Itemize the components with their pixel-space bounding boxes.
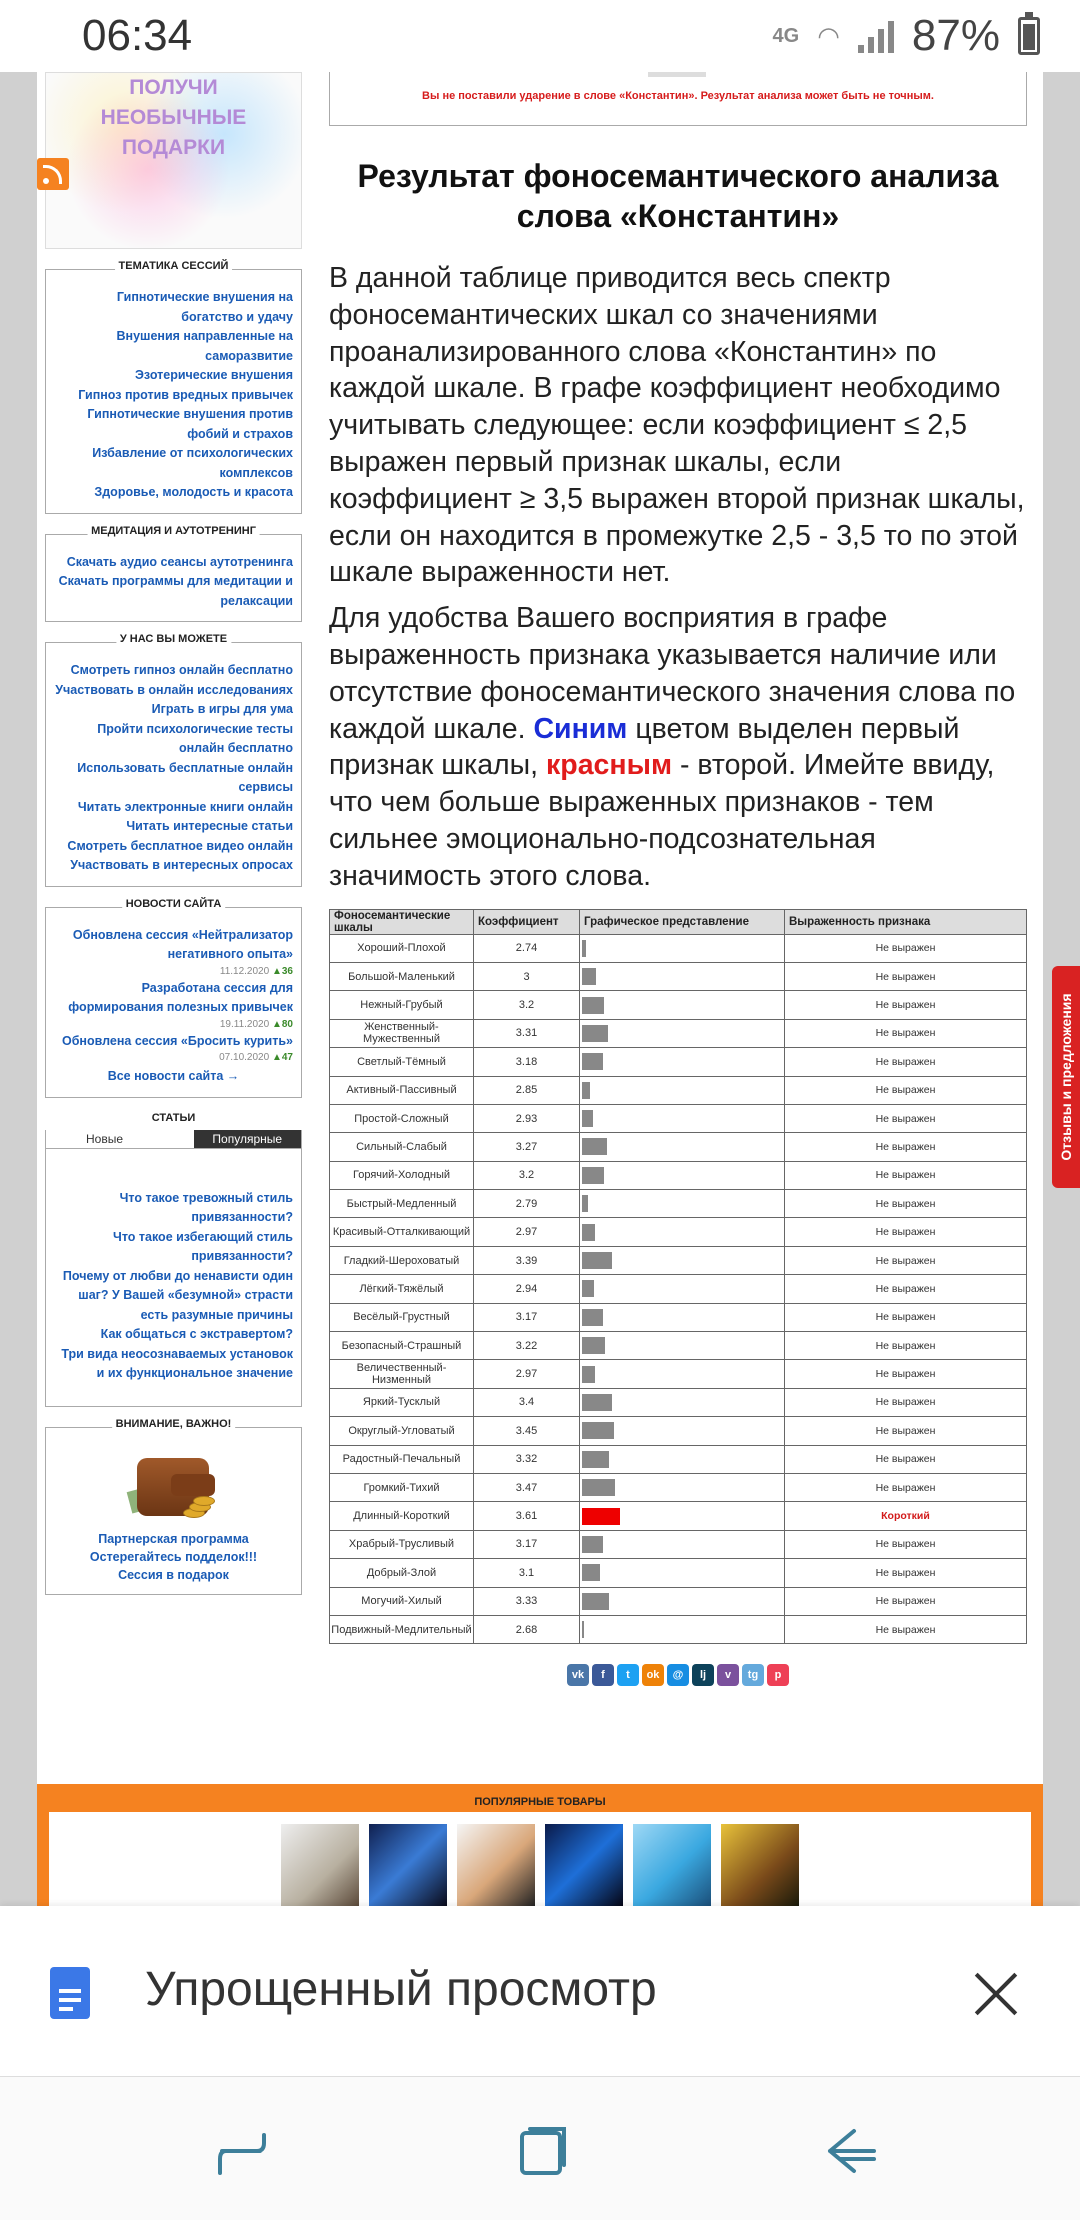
service-link[interactable]: Пройти психологические тесты онлайн бесплатно bbox=[97, 721, 293, 755]
close-icon[interactable] bbox=[970, 1968, 1020, 2018]
table-row bbox=[330, 1587, 1027, 1615]
expression-cell: Не выражен bbox=[785, 1303, 1027, 1331]
scale-cell: Сильный-Слабый bbox=[330, 1133, 474, 1161]
articles-title: СТАТЬИ bbox=[151, 1111, 196, 1124]
coef-cell: 3.2 bbox=[474, 991, 580, 1019]
col-expr: Выраженность признака bbox=[785, 909, 1027, 934]
legend-blue: Синим bbox=[533, 712, 628, 745]
service-link[interactable]: Играть в игры для ума bbox=[151, 702, 293, 716]
scale-cell: Добрый-Злой bbox=[330, 1559, 474, 1587]
back-icon[interactable] bbox=[820, 2121, 880, 2181]
table-row bbox=[330, 1388, 1027, 1416]
service-link[interactable]: Читать интересные статьи bbox=[126, 819, 293, 833]
coef-cell: 3.39 bbox=[474, 1246, 580, 1274]
graph-cell bbox=[580, 1161, 785, 1189]
service-link[interactable]: Смотреть бесплатное видео онлайн bbox=[67, 838, 293, 853]
attention-link[interactable]: Партнерская программа bbox=[98, 1531, 249, 1546]
table-row bbox=[330, 1048, 1027, 1076]
document-icon bbox=[50, 1967, 90, 2019]
scale-cell: Хороший-Плохой bbox=[330, 934, 474, 962]
news-meta bbox=[54, 1051, 293, 1065]
coef-cell: 2.74 bbox=[474, 934, 580, 962]
graph-cell bbox=[580, 1076, 785, 1104]
popular-products bbox=[37, 1784, 1043, 1906]
table-row bbox=[330, 962, 1027, 990]
graph-cell bbox=[580, 1332, 785, 1360]
results-table bbox=[329, 909, 1027, 1645]
coef-cell: 3.17 bbox=[474, 1303, 580, 1331]
graph-cell bbox=[580, 1246, 785, 1274]
graph-cell bbox=[580, 1019, 785, 1047]
signal-icon bbox=[858, 19, 894, 53]
product-item[interactable] bbox=[281, 1824, 359, 1906]
news-count: ▲36 bbox=[271, 965, 293, 977]
rss-icon[interactable] bbox=[37, 158, 69, 190]
table-row bbox=[330, 1019, 1027, 1047]
coef-cell: 3.32 bbox=[474, 1445, 580, 1473]
coef-bar bbox=[582, 1110, 593, 1127]
viber-icon[interactable]: v bbox=[717, 1664, 739, 1686]
scale-cell: Громкий-Тихий bbox=[330, 1473, 474, 1501]
intro-paragraph: В данной таблице приводится весь спектр фоносемантических шкал со значениями проанализированного слова «Константин» по каждой шкале. В графе коэффициент необходимо учитывать следующее: если коэффициент ≤ 2,5 выражен первый признак шкалы, если коэффициент ≥ 3,5 выражен второй признак шкалы, если он находится в промежутке 2,5 - 3,5 то по этой шкале выраженности нет. bbox=[329, 262, 1025, 589]
expression-cell: Не выражен bbox=[785, 1530, 1027, 1558]
sessions-title: ТЕМАТИКА СЕССИЙ bbox=[115, 260, 233, 272]
livejournal-icon[interactable]: lj bbox=[692, 1664, 714, 1686]
facebook-icon[interactable]: f bbox=[592, 1664, 614, 1686]
coef-bar bbox=[582, 1593, 609, 1610]
article-link[interactable]: Три вида неосознаваемых установок и их функциональное значение bbox=[61, 1346, 293, 1380]
service-link[interactable]: Участвовать в интересных опросах bbox=[70, 858, 293, 872]
simplified-view-prompt[interactable] bbox=[0, 1906, 1080, 2076]
coef-cell: 3.33 bbox=[474, 1587, 580, 1615]
graph-cell bbox=[580, 1388, 785, 1416]
table-row bbox=[330, 1502, 1027, 1530]
coef-cell: 3.18 bbox=[474, 1048, 580, 1076]
expression-cell: Не выражен bbox=[785, 1473, 1027, 1501]
col-coef: Коэффициент bbox=[474, 909, 580, 934]
feedback-tab[interactable] bbox=[1052, 966, 1080, 1188]
meditation-title: МЕДИТАЦИЯ И АУТОТРЕНИНГ bbox=[87, 525, 260, 537]
graph-cell bbox=[580, 1360, 785, 1388]
status-bar bbox=[0, 0, 1080, 72]
table-row bbox=[330, 1218, 1027, 1246]
coef-cell: 3.4 bbox=[474, 1388, 580, 1416]
coef-bar bbox=[582, 1252, 612, 1269]
scale-cell: Округлый-Угловатый bbox=[330, 1417, 474, 1445]
warning-text: Вы не поставили ударение в слове «Константин». Результат анализа может быть не точным. bbox=[422, 90, 934, 102]
coef-bar bbox=[582, 1337, 605, 1354]
mailru-icon[interactable]: @ bbox=[667, 1664, 689, 1686]
scale-cell: Яркий-Тусклый bbox=[330, 1388, 474, 1416]
table-row bbox=[330, 1417, 1027, 1445]
expression-cell: Не выражен bbox=[785, 1104, 1027, 1132]
scale-cell: Горячий-Холодный bbox=[330, 1161, 474, 1189]
status-time: 06:34 bbox=[82, 11, 193, 60]
attention-link[interactable]: Остерегайтесь подделок!!! bbox=[89, 1549, 258, 1564]
battery-icon bbox=[1018, 17, 1040, 55]
expression-cell: Не выражен bbox=[785, 1048, 1027, 1076]
main-content bbox=[329, 72, 1027, 1686]
coef-bar bbox=[582, 1621, 584, 1638]
page-title: Результат фоносемантического анализа слова «Константин» bbox=[357, 158, 999, 234]
promo-banner[interactable] bbox=[45, 72, 302, 249]
meditation-link[interactable]: Скачать аудио сеансы аутотренинга bbox=[66, 554, 293, 569]
coef-cell: 3.17 bbox=[474, 1530, 580, 1558]
coef-bar bbox=[582, 1366, 595, 1383]
odnoklassniki-icon[interactable]: ok bbox=[642, 1664, 664, 1686]
scale-cell: Радостный-Печальный bbox=[330, 1445, 474, 1473]
expression-cell: Не выражен bbox=[785, 1246, 1027, 1274]
news-date: 07.10.2020 bbox=[219, 1052, 270, 1063]
news-date: 11.12.2020 bbox=[219, 965, 270, 977]
coef-bar bbox=[582, 1536, 603, 1553]
coef-cell: 2.97 bbox=[474, 1218, 580, 1246]
scale-cell: Нежный-Грубый bbox=[330, 991, 474, 1019]
product-item[interactable] bbox=[545, 1824, 623, 1906]
article-link[interactable]: Как общаться с экстравертом? bbox=[100, 1327, 293, 1341]
expression-cell: Не выражен bbox=[785, 962, 1027, 990]
coef-bar bbox=[582, 1422, 614, 1439]
home-icon[interactable] bbox=[514, 2121, 574, 2181]
graph-cell bbox=[580, 1303, 785, 1331]
table-header bbox=[330, 909, 1027, 934]
battery-percent: 87% bbox=[911, 11, 1000, 60]
news-title: НОВОСТИ САЙТА bbox=[122, 898, 226, 910]
coef-cell: 3.45 bbox=[474, 1417, 580, 1445]
table-row bbox=[330, 1275, 1027, 1303]
promo-line: ПОДАРКИ bbox=[121, 136, 226, 159]
scale-cell: Величественный-Низменный bbox=[330, 1360, 474, 1388]
coef-cell: 3.47 bbox=[474, 1473, 580, 1501]
service-link[interactable]: Участвовать в онлайн исследованиях bbox=[55, 682, 293, 697]
scale-cell: Гладкий-Шероховатый bbox=[330, 1246, 474, 1274]
service-link[interactable]: Смотреть гипноз онлайн бесплатно bbox=[70, 663, 293, 677]
all-news-link[interactable]: Все новости сайта → bbox=[107, 1069, 240, 1083]
sidebar bbox=[45, 72, 302, 1595]
news-date: 19.11.2020 bbox=[219, 1018, 270, 1030]
expression-cell: Не выражен bbox=[785, 1332, 1027, 1360]
expression-cell: Не выражен bbox=[785, 991, 1027, 1019]
coef-cell: 2.97 bbox=[474, 1360, 580, 1388]
expression-cell: Не выражен bbox=[785, 1615, 1027, 1643]
scale-cell: Подвижный-Медлительный bbox=[330, 1615, 474, 1643]
graph-cell bbox=[580, 1445, 785, 1473]
legend-text-c: - второй. Имейте ввиду, что чем больше выраженных признаков - тем сильнее эмоционально-подсознательная значимость этого слова. bbox=[329, 749, 995, 892]
table-row bbox=[330, 1530, 1027, 1558]
sessions-link[interactable]: Гипнотические внушения против фобий и страхов bbox=[87, 407, 293, 441]
expression-cell: Не выражен bbox=[785, 1133, 1027, 1161]
attention-box bbox=[45, 1417, 302, 1595]
feedback-label: Отзывы и предложения bbox=[1058, 993, 1074, 1161]
product-item[interactable] bbox=[721, 1824, 799, 1906]
legend-red: красным bbox=[546, 749, 673, 782]
web-page[interactable] bbox=[37, 72, 1043, 1906]
coef-bar bbox=[582, 1280, 594, 1297]
expression-cell: Не выражен bbox=[785, 934, 1027, 962]
network-type: 4G bbox=[772, 25, 800, 47]
can-title: У НАС ВЫ МОЖЕТЕ bbox=[116, 633, 231, 645]
graph-cell bbox=[580, 1133, 785, 1161]
coef-bar bbox=[582, 1564, 600, 1581]
promo-line: ПОЛУЧИ bbox=[129, 76, 218, 99]
graph-cell bbox=[580, 1275, 785, 1303]
scale-cell: Светлый-Тёмный bbox=[330, 1048, 474, 1076]
scale-cell: Храбрый-Трусливый bbox=[330, 1530, 474, 1558]
warning-box bbox=[329, 72, 1027, 126]
sessions-link[interactable]: Избавление от психологических комплексов bbox=[92, 446, 293, 480]
expression-cell: Не выражен bbox=[785, 1360, 1027, 1388]
article-link[interactable]: Почему от любви до ненависти один шаг? У Вашей «безумной» страсти есть разумные причины bbox=[62, 1268, 293, 1322]
product-item[interactable] bbox=[633, 1824, 711, 1906]
table-row bbox=[330, 1076, 1027, 1104]
sessions-link[interactable]: Эзотерические внушения bbox=[135, 368, 293, 382]
twitter-icon[interactable]: t bbox=[617, 1664, 639, 1686]
table-row bbox=[330, 1360, 1027, 1388]
col-graph: Графическое представление bbox=[580, 909, 785, 934]
warning-scrollbar bbox=[648, 72, 706, 77]
expression-cell: Не выражен bbox=[785, 1559, 1027, 1587]
coef-bar bbox=[582, 1025, 608, 1042]
table-row bbox=[330, 934, 1027, 962]
expression-cell: Не выражен bbox=[785, 1445, 1027, 1473]
coef-bar bbox=[582, 1394, 612, 1411]
coef-bar bbox=[582, 1195, 588, 1212]
articles-tabs bbox=[46, 1130, 301, 1148]
article-link[interactable]: Что такое тревожный стиль привязанности? bbox=[119, 1190, 293, 1224]
graph-cell bbox=[580, 1190, 785, 1218]
coef-cell: 3.31 bbox=[474, 1019, 580, 1047]
coef-bar bbox=[582, 1138, 607, 1155]
simplified-view-label[interactable]: Упрощенный просмотр bbox=[145, 1963, 657, 2016]
graph-cell bbox=[580, 1502, 785, 1530]
coef-cell: 2.94 bbox=[474, 1275, 580, 1303]
scale-cell: Активный-Пассивный bbox=[330, 1076, 474, 1104]
expression-cell: Не выражен bbox=[785, 1190, 1027, 1218]
expression-cell: Не выражен bbox=[785, 1076, 1027, 1104]
news-count: ▲47 bbox=[271, 1052, 293, 1063]
graph-cell bbox=[580, 1530, 785, 1558]
service-link[interactable]: Использовать бесплатные онлайн сервисы bbox=[77, 760, 293, 794]
coef-cell: 2.85 bbox=[474, 1076, 580, 1104]
graph-cell bbox=[580, 1587, 785, 1615]
share-buttons bbox=[329, 1664, 1027, 1686]
news-box bbox=[45, 897, 302, 1098]
products-title: ПОПУЛЯРНЫЕ ТОВАРЫ bbox=[474, 1796, 606, 1808]
coef-cell: 2.79 bbox=[474, 1190, 580, 1218]
news-count: ▲80 bbox=[271, 1018, 293, 1030]
coef-bar bbox=[582, 1167, 604, 1184]
coef-cell: 3.27 bbox=[474, 1133, 580, 1161]
news-link[interactable]: Обновлена сессия «Нейтрализатор негативного опыта» bbox=[72, 927, 293, 961]
table-row bbox=[330, 1615, 1027, 1643]
scale-cell: Большой-Маленький bbox=[330, 962, 474, 990]
sessions-box bbox=[45, 260, 302, 514]
product-item[interactable] bbox=[457, 1824, 535, 1906]
graph-cell bbox=[580, 1218, 785, 1246]
graph-cell bbox=[580, 1615, 785, 1643]
wifi-icon: ◠ bbox=[817, 20, 840, 51]
table-row bbox=[330, 1559, 1027, 1587]
sessions-link[interactable]: Гипноз против вредных привычек bbox=[78, 387, 293, 402]
coef-bar bbox=[582, 1053, 603, 1070]
col-scale: Фоносемантические шкалы bbox=[330, 909, 474, 934]
expression-cell: Не выражен bbox=[785, 1019, 1027, 1047]
expression-cell: Короткий bbox=[785, 1502, 1027, 1530]
news-link[interactable]: Обновлена сессия «Бросить курить» bbox=[61, 1033, 293, 1048]
graph-cell bbox=[580, 1473, 785, 1501]
coef-cell: 3.22 bbox=[474, 1332, 580, 1360]
coef-bar bbox=[582, 1451, 609, 1468]
news-meta bbox=[54, 1018, 293, 1032]
scale-cell: Лёгкий-Тяжёлый bbox=[330, 1275, 474, 1303]
table-row bbox=[330, 991, 1027, 1019]
expression-cell: Не выражен bbox=[785, 1388, 1027, 1416]
coef-cell: 3.61 bbox=[474, 1502, 580, 1530]
coef-bar bbox=[582, 1479, 615, 1496]
scale-cell: Длинный-Короткий bbox=[330, 1502, 474, 1530]
articles-box bbox=[45, 1130, 302, 1407]
product-item[interactable] bbox=[369, 1824, 447, 1906]
graph-cell bbox=[580, 1559, 785, 1587]
graph-cell bbox=[580, 991, 785, 1019]
table-row bbox=[330, 1246, 1027, 1274]
table-row bbox=[330, 1133, 1027, 1161]
sessions-link[interactable]: Гипнотические внушения на богатство и удачу bbox=[116, 290, 293, 324]
graph-cell bbox=[580, 1417, 785, 1445]
article-link[interactable]: Что такое избегающий стиль привязанности? bbox=[113, 1229, 293, 1263]
graph-cell bbox=[580, 1104, 785, 1132]
can-box bbox=[45, 633, 302, 887]
vk-icon[interactable]: vk bbox=[567, 1664, 589, 1686]
news-link[interactable]: Разработана сессия для формирования полезных привычек bbox=[68, 980, 293, 1014]
graph-cell bbox=[580, 962, 785, 990]
meditation-link[interactable]: Скачать программы для медитации и релаксации bbox=[58, 574, 293, 608]
scale-cell: Безопасный-Страшный bbox=[330, 1332, 474, 1360]
coef-bar bbox=[582, 997, 604, 1014]
table-row bbox=[330, 1161, 1027, 1189]
sessions-link[interactable]: Здоровье, молодость и красота bbox=[94, 485, 293, 499]
tab-new[interactable]: Новые bbox=[46, 1130, 194, 1148]
coef-cell: 2.93 bbox=[474, 1104, 580, 1132]
table-row bbox=[330, 1332, 1027, 1360]
legend-text-b: цветом выделен первый признак шкалы, bbox=[329, 712, 960, 782]
products-shelf bbox=[49, 1812, 1031, 1906]
status-icons bbox=[773, 11, 1040, 61]
sessions-link[interactable]: Внушения направленные на саморазвитие bbox=[116, 329, 293, 363]
coef-cell: 2.68 bbox=[474, 1615, 580, 1643]
table-row bbox=[330, 1445, 1027, 1473]
table-row bbox=[330, 1104, 1027, 1132]
coef-cell: 3.1 bbox=[474, 1559, 580, 1587]
attention-link[interactable]: Сессия в подарок bbox=[118, 1567, 229, 1582]
expression-cell: Не выражен bbox=[785, 1275, 1027, 1303]
table-row bbox=[330, 1473, 1027, 1501]
expression-cell: Не выражен bbox=[785, 1587, 1027, 1615]
graph-cell bbox=[580, 934, 785, 962]
expression-cell: Не выражен bbox=[785, 1161, 1027, 1189]
telegram-icon[interactable]: tg bbox=[742, 1664, 764, 1686]
table-row bbox=[330, 1303, 1027, 1331]
scale-cell: Весёлый-Грустный bbox=[330, 1303, 474, 1331]
scale-cell: Могучий-Хилый bbox=[330, 1587, 474, 1615]
expression-cell: Не выражен bbox=[785, 1417, 1027, 1445]
coef-bar bbox=[582, 1224, 595, 1241]
news-meta bbox=[54, 965, 293, 979]
expression-cell: Не выражен bbox=[785, 1218, 1027, 1246]
legend-paragraph bbox=[329, 600, 1027, 894]
wallet-icon bbox=[129, 1448, 219, 1524]
recent-apps-icon[interactable] bbox=[212, 2121, 272, 2181]
coef-cell: 3 bbox=[474, 962, 580, 990]
coef-bar bbox=[582, 940, 586, 957]
table-row bbox=[330, 1190, 1027, 1218]
coef-bar bbox=[582, 1508, 620, 1525]
scale-cell: Красивый-Отталкивающий bbox=[330, 1218, 474, 1246]
service-link[interactable]: Читать электронные книги онлайн bbox=[77, 799, 293, 814]
tab-popular[interactable]: Популярные bbox=[194, 1130, 302, 1148]
scale-cell: Женственный-Мужественный bbox=[330, 1019, 474, 1047]
scale-cell: Простой-Сложный bbox=[330, 1104, 474, 1132]
scale-cell: Быстрый-Медленный bbox=[330, 1190, 474, 1218]
pocket-icon[interactable]: p bbox=[767, 1664, 789, 1686]
system-nav-bar bbox=[0, 2076, 1080, 2220]
legend-text-a: Для удобства Вашего восприятия в графе выраженность признака указывается наличие или отсутствие фоносемантического значения слова по каждой шкале. bbox=[329, 602, 1016, 745]
promo-line: НЕОБЫЧНЫЕ bbox=[100, 106, 247, 129]
coef-cell: 3.2 bbox=[474, 1161, 580, 1189]
graph-cell bbox=[580, 1048, 785, 1076]
coef-bar bbox=[582, 968, 596, 985]
meditation-box bbox=[45, 524, 302, 623]
attention-title: ВНИМАНИЕ, ВАЖНО! bbox=[112, 1418, 236, 1430]
coef-bar bbox=[582, 1309, 603, 1326]
coef-bar bbox=[582, 1082, 590, 1099]
